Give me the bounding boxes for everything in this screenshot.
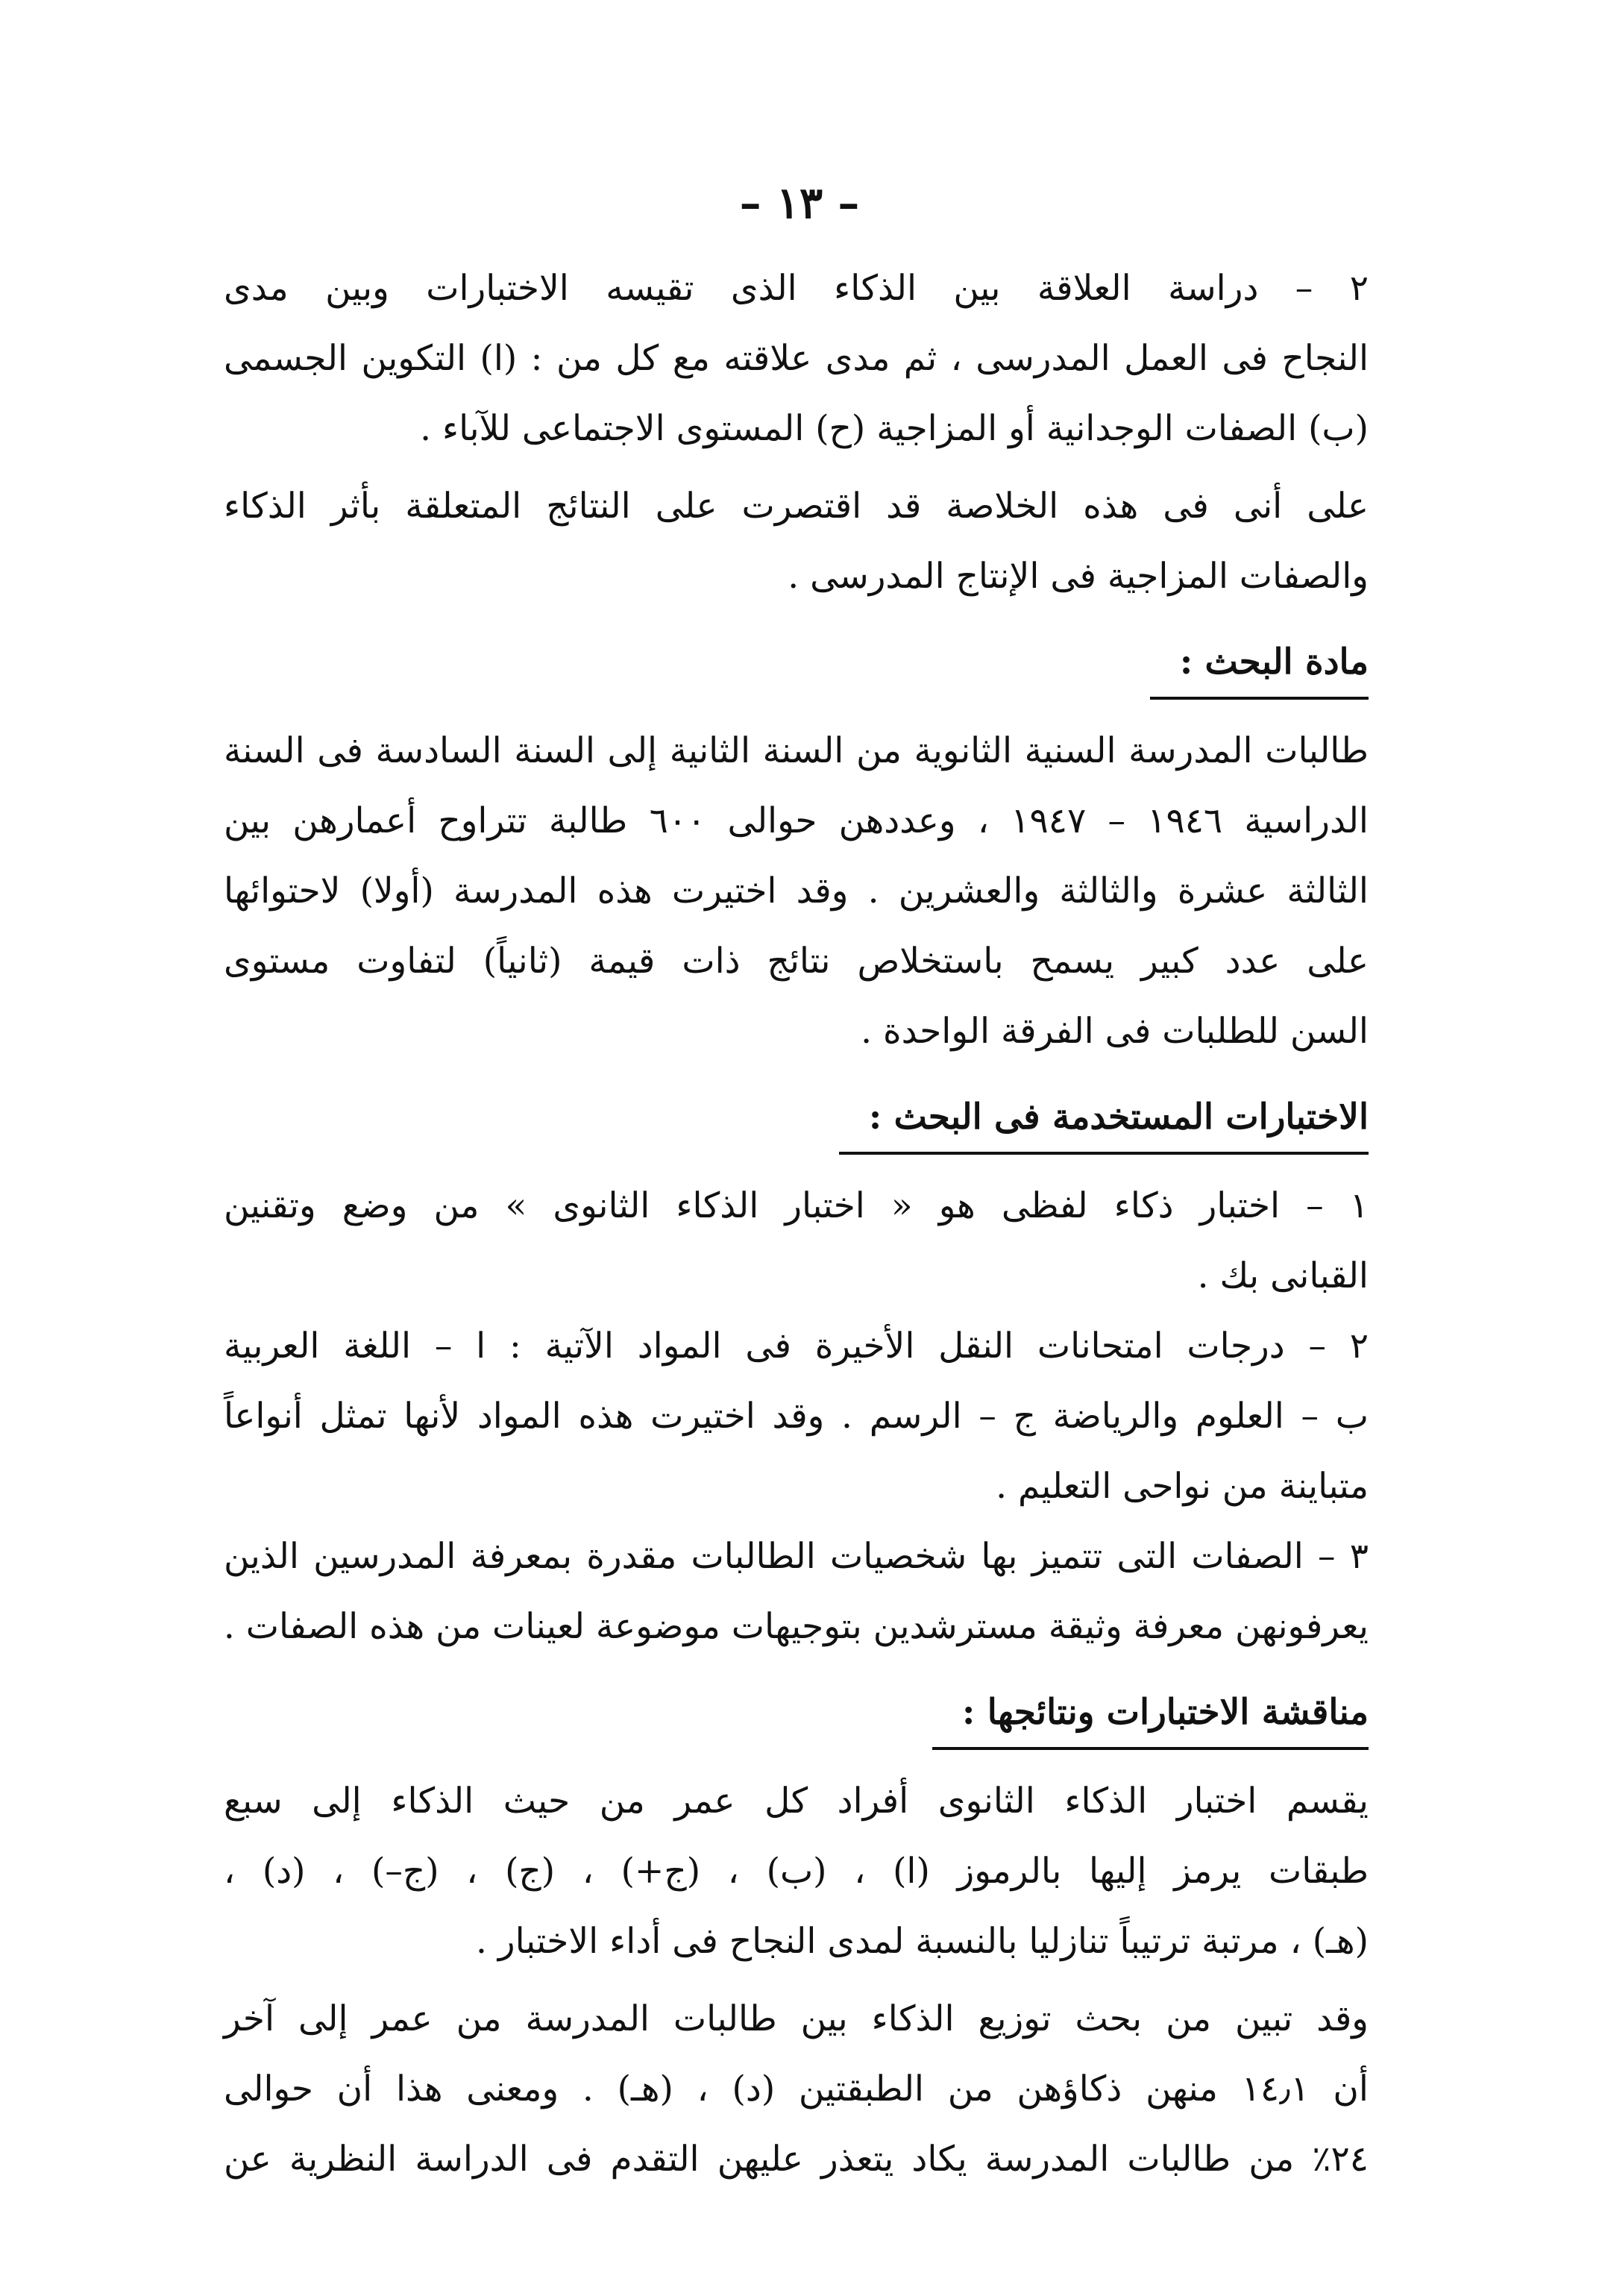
note-paragraph [224, 471, 1369, 612]
text-line: السن للطلبات فى الفرقة الواحدة . [861, 1011, 1369, 1052]
text-line: أن ١٤٫١ منهن ذكاؤهن من الطبقتين (د) ، (هـ) . ومعنى هذا أن حوالى [224, 2068, 1369, 2110]
text-line: ٢ – درجات امتحانات النقل الأخيرة فى المواد الآتية : ا – اللغة العربية [224, 1326, 1369, 1367]
text-line: يقسم اختبار الذكاء الثانوى أفراد كل عمر من حيث الذكاء إلى سبع [224, 1781, 1369, 1822]
section-heading-tests: الاختبارات المستخدمة فى البحث : [839, 1088, 1369, 1155]
text-line: على عدد كبير يسمح باستخلاص نتائج ذات قيمة (ثانياً) لتفاوت مستوى [224, 941, 1369, 982]
text-line: والصفات المزاجية فى الإنتاج المدرسى . [788, 556, 1369, 597]
text-line: القبانى بك . [1197, 1255, 1369, 1296]
text-line: على أنى فى هذه الخلاصة قد اقتصرت على النتائج المتعلقة بأثر الذكاء [224, 486, 1369, 527]
text-line: وقد تبين من بحث توزيع الذكاء بين طالبات المدرسة من عمر إلى آخر [224, 1998, 1369, 2039]
list-item [224, 1522, 1369, 1662]
text-line: يعرفونهن معرفة وثيقة مسترشدين بتوجيهات موضوعة لعينات من هذه الصفات . [223, 1606, 1369, 1647]
text-line: (ب) الصفات الوجدانية أو المزاجية (ح) المستوى الاجتماعى للآباء . [420, 408, 1369, 449]
material-paragraph [224, 716, 1369, 1067]
text-line: الدراسية ١٩٤٦ – ١٩٤٧ ، وعددهن حوالى ٦٠٠ طالبة تتراوح أعمارهن بين [224, 800, 1369, 841]
text-line: ١ – اختبار ذكاء لفظى هو « اختبار الذكاء الثانوى » من وضع وتقنين [224, 1185, 1369, 1226]
tests-list [224, 1171, 1369, 1662]
text-line: ٢ – دراسة العلاقة بين الذكاء الذى تقيسه الاختبارات وبين مدى [224, 268, 1369, 309]
text-line: طالبات المدرسة السنية الثانوية من السنة الثانية إلى السنة السادسة فى السنة [224, 730, 1369, 771]
list-item [224, 1311, 1369, 1522]
text-line: النجاح فى العمل المدرسى ، ثم مدى علاقته مع كل من : (ا) التكوين الجسمى [224, 338, 1369, 379]
list-item [224, 1171, 1369, 1311]
section-heading-wrap [224, 1088, 1369, 1155]
text-line: (هـ) ، مرتبة ترتيباً تنازليا بالنسبة لمدى النجاح فى أداء الاختبار . [476, 1921, 1369, 1962]
section-heading-material: مادة البحث : [1150, 633, 1369, 700]
section-heading-wrap [224, 1683, 1369, 1750]
section-heading-discussion: مناقشة الاختبارات ونتائجها : [932, 1683, 1369, 1750]
discussion-paragraph [224, 1766, 1369, 1977]
text-line: ب – العلوم والرياضة ج – الرسم . وقد اختيرت هذه المواد لأنها تمثل أنواعاً [224, 1396, 1369, 1437]
text-line: متباينة من نواحى التعليم . [996, 1466, 1369, 1507]
page-number: – ١٣ – [739, 178, 860, 228]
text-line: ٢٤٪ من طالبات المدرسة يكاد يتعذر عليهن التقدم فى الدراسة النظرية عن [224, 2139, 1369, 2180]
intro-paragraph [224, 254, 1369, 464]
text-line: الثالثة عشرة والثالثة والعشرين . وقد اختيرت هذه المدرسة (أولا) لاحتوائها [224, 871, 1369, 912]
discussion-paragraph [224, 1984, 1369, 2195]
page-body [224, 254, 1369, 2202]
text-line: ٣ – الصفات التى تتميز بها شخصيات الطالبات مقدرة بمعرفة المدرسين الذين [224, 1536, 1369, 1577]
section-heading-wrap [224, 633, 1369, 700]
text-line: طبقات يرمز إليها بالرموز (ا) ، (ب) ، (ج+) ، (ج) ، (ج–) ، (د) ، [224, 1851, 1369, 1892]
